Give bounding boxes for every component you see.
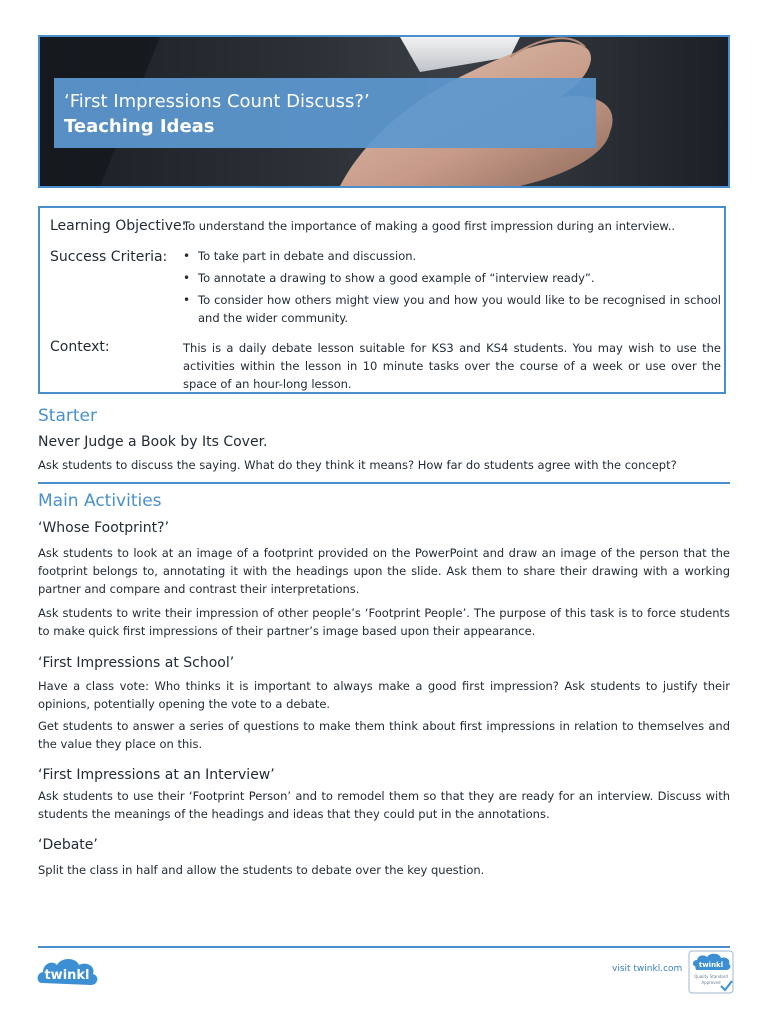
svg-text:twinkl: twinkl <box>698 961 724 969</box>
criteria-item: • To annotate a drawing to show a good example of “interview ready”. <box>183 269 721 287</box>
context-text: This is a daily debate lesson suitable for KS3 and KS4 students. You may wish to use the activities within the lesson in 10 minute tasks over the course of a week or use over the space of an hour-long lesson. <box>183 341 721 391</box>
criteria-item: • To take part in debate and discussion. <box>183 247 721 265</box>
activity-title-debate: ‘Debate’ <box>38 837 98 853</box>
activity-paragraph: Have a class vote: Who thinks it is important to always make a good first impression? Ask students to justify their opinions, potentially opening the vote to a debate. <box>38 679 730 711</box>
starter-text: Ask students to discuss the saying. What do they think it means? How far do students agree with the concept? <box>38 458 677 472</box>
header-banner <box>38 35 730 188</box>
learning-objective-text: To understand the importance of making a good first impression during an interview.. <box>183 219 676 233</box>
criteria-item: • To consider how others might view you and how you would like to be recognised in school and the wider community. <box>183 291 721 327</box>
activity-paragraph: Get students to answer a series of questions to make them think about first impressions in relation to themselves and the value they place on this. <box>38 719 730 751</box>
objectives-box <box>38 206 726 394</box>
activity-title-school: ‘First Impressions at School’ <box>38 655 235 671</box>
footer-divider <box>38 946 730 948</box>
activity-paragraph: Ask students to look at an image of a footprint provided on the PowerPoint and draw an image of the person that the footprint belongs to, annotating it with the headings upon the slide. Ask them to share their drawing with a working partner and compare and contrast their interpretations. <box>38 546 730 596</box>
activity-paragraph: Ask students to use their ‘Footprint Person’ and to remodel them so that they are ready for an interview. Discuss with students the meanings of the headings and ideas that they could put in the annotations. <box>38 789 730 821</box>
success-criteria-list <box>183 247 721 331</box>
activity-paragraph: Ask students to write their impression of other people’s ‘Footprint People’. The purpose of this task is to force students to make quick first impressions of their partner’s image based upon their appearance. <box>38 606 730 638</box>
page-title: ‘First Impressions Count Discuss?’ <box>64 91 370 112</box>
main-activities-heading: Main Activities <box>38 491 162 511</box>
activity-title-whose-footprint: ‘Whose Footprint?’ <box>38 520 170 536</box>
logo-text: twinkl <box>44 968 90 983</box>
quality-badge-icon <box>688 950 734 994</box>
title-box <box>54 78 596 148</box>
context-label: Context: <box>50 339 110 355</box>
page-subtitle: Teaching Ideas <box>64 116 215 137</box>
visit-twinkl-link[interactable]: visit twinkl.com <box>612 964 683 974</box>
twinkl-logo-icon <box>36 953 100 991</box>
activity-paragraph: Split the class in half and allow the students to debate over the key question. <box>38 863 485 877</box>
section-divider <box>38 482 730 484</box>
activity-title-interview: ‘First Impressions at an Interview’ <box>38 767 275 783</box>
starter-heading: Starter <box>38 406 97 426</box>
success-criteria-label: Success Criteria: <box>50 249 168 265</box>
learning-objective-label: Learning Objective: <box>50 218 187 234</box>
svg-text:Approved: Approved <box>701 980 721 985</box>
starter-subheading: Never Judge a Book by Its Cover. <box>38 434 268 450</box>
svg-text:Quality Standard: Quality Standard <box>694 974 728 979</box>
